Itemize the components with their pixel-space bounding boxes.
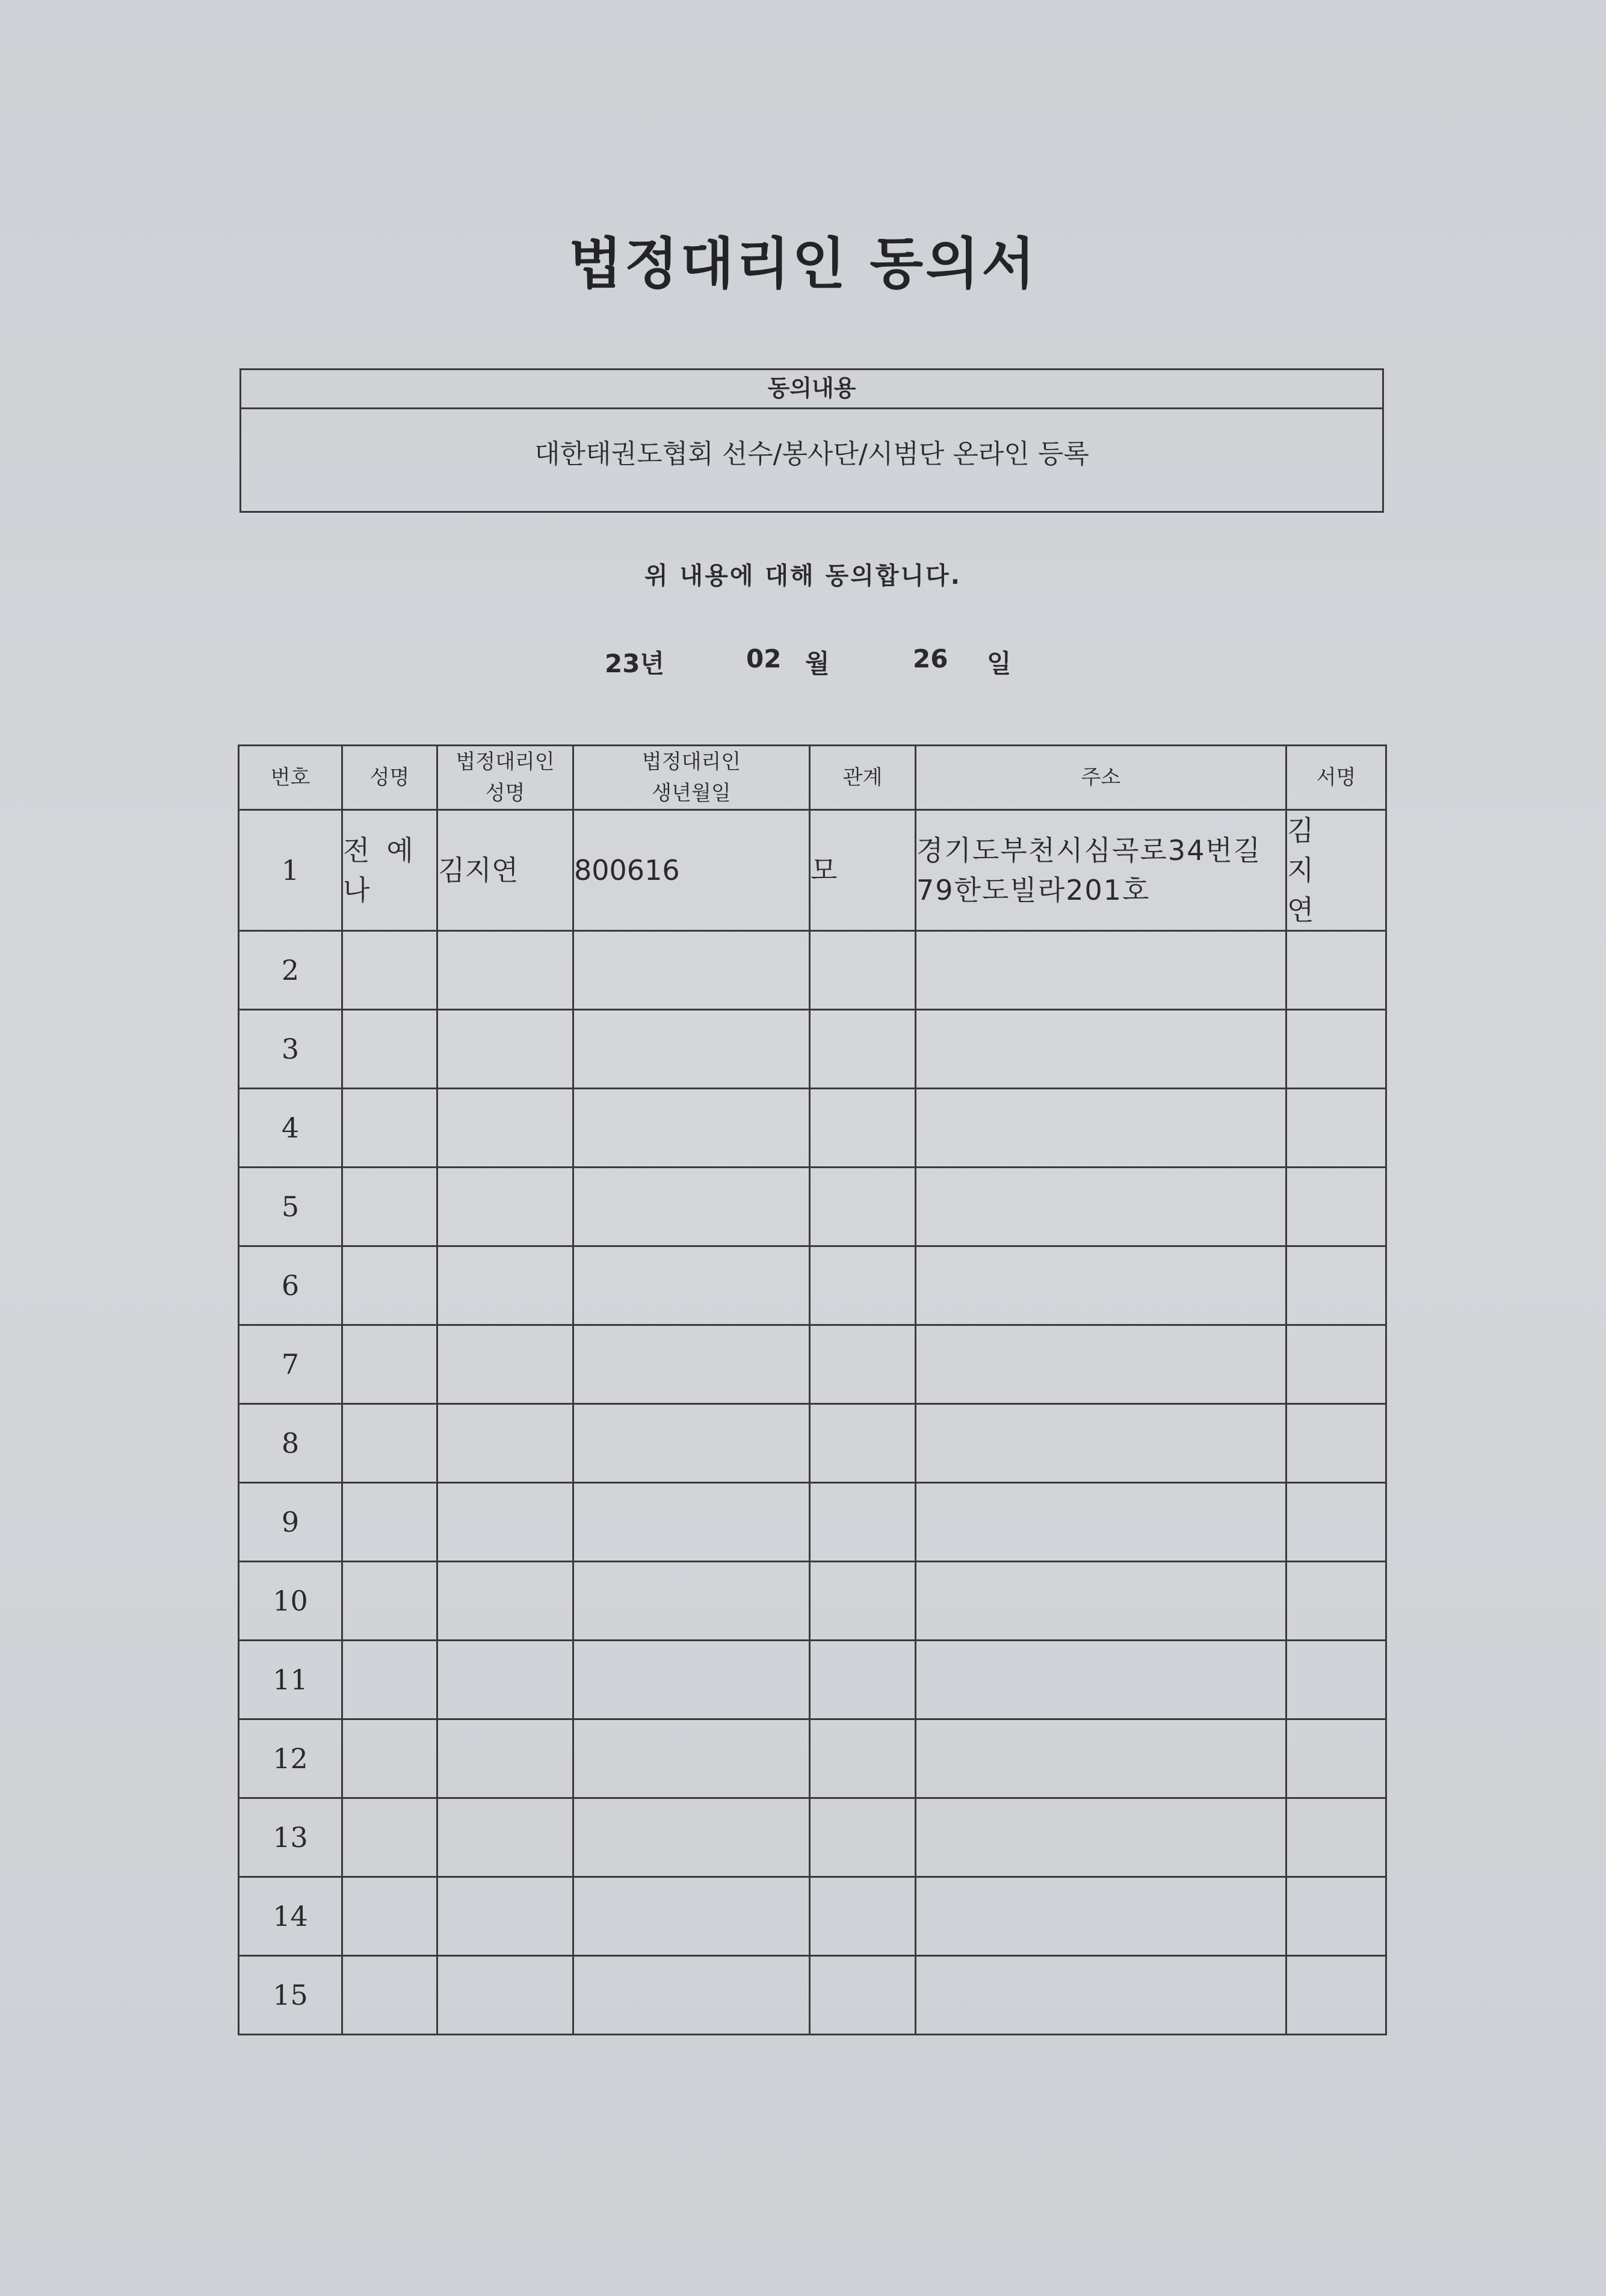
row-address — [916, 1089, 1286, 1168]
table-row — [239, 1877, 1386, 1956]
date-day: 26 — [913, 644, 948, 673]
row-name — [342, 1641, 437, 1719]
header-name: 성명 — [342, 746, 437, 810]
row-guardian-dob — [573, 1168, 810, 1246]
row-relation — [810, 1956, 916, 2035]
row-address — [916, 1719, 1286, 1798]
row-guardian-dob — [573, 1089, 810, 1168]
row-address — [916, 1483, 1286, 1562]
row-address — [916, 1956, 1286, 2035]
row-number: 4 — [239, 1089, 342, 1168]
row-signature — [1286, 1010, 1386, 1089]
row-signature — [1286, 1168, 1386, 1246]
table-row — [239, 931, 1386, 1010]
row-address — [916, 1168, 1286, 1246]
row-guardian-name — [437, 1956, 573, 2035]
row-number: 13 — [239, 1798, 342, 1877]
row-number: 15 — [239, 1956, 342, 2035]
row-signature — [1286, 1877, 1386, 1956]
row-relation: 모 — [810, 810, 916, 931]
row-guardian-dob — [573, 1877, 810, 1956]
row-number: 10 — [239, 1562, 342, 1641]
row-guardian-name — [437, 1877, 573, 1956]
header-guardian-dob-line2: 생년월일 — [652, 781, 731, 805]
row-relation — [810, 1562, 916, 1641]
row-relation — [810, 1246, 916, 1325]
row-name — [342, 1719, 437, 1798]
row-name — [342, 1956, 437, 2035]
row-guardian-dob — [573, 1325, 810, 1404]
row-guardian-name — [437, 1246, 573, 1325]
row-relation — [810, 931, 916, 1010]
row-name — [342, 1089, 437, 1168]
row-guardian-dob — [573, 1641, 810, 1719]
row-relation — [810, 1641, 916, 1719]
row-guardian-dob — [573, 1483, 810, 1562]
row-relation — [810, 1798, 916, 1877]
row-guardian-dob — [573, 1404, 810, 1483]
date-year: 23년 — [605, 649, 665, 678]
table-row — [239, 1325, 1386, 1404]
row-address — [916, 1562, 1286, 1641]
row-guardian-name — [437, 1483, 573, 1562]
table-row — [239, 1641, 1386, 1719]
header-guardian-name-line1: 법정대리인 — [456, 750, 555, 774]
row-name — [342, 931, 437, 1010]
row-guardian-name — [437, 1641, 573, 1719]
row-signature — [1286, 1325, 1386, 1404]
row-address: 경기도부천시심곡로34번길79한도빌라201호 — [916, 810, 1286, 931]
row-signature — [1286, 1246, 1386, 1325]
date-day-label: 일 — [987, 649, 1011, 678]
row-signature: 김지연 — [1286, 810, 1386, 931]
row-guardian-name — [437, 1798, 573, 1877]
row-name — [342, 1562, 437, 1641]
row-name — [342, 1168, 437, 1246]
date-month: 02 — [746, 644, 782, 673]
row-guardian-dob: 800616 — [573, 810, 810, 931]
table-row — [239, 1168, 1386, 1246]
consent-box-content: 대한태권도협회 선수/봉사단/시범단 온라인 등록 — [534, 439, 1089, 469]
table-row — [239, 1719, 1386, 1798]
row-name — [342, 1404, 437, 1483]
row-guardian-name — [437, 1325, 573, 1404]
row-relation — [810, 1483, 916, 1562]
row-relation — [810, 1404, 916, 1483]
agreement-statement: 위 내용에 대해 동의합니다. — [644, 562, 962, 590]
row-name — [342, 1798, 437, 1877]
row-relation — [810, 1877, 916, 1956]
row-relation — [810, 1719, 916, 1798]
header-guardian-name-line2: 성명 — [485, 781, 525, 805]
row-signature — [1286, 1483, 1386, 1562]
row-number: 5 — [239, 1168, 342, 1246]
row-guardian-dob — [573, 1246, 810, 1325]
row-guardian-name — [437, 1010, 573, 1089]
row-guardian-name — [437, 1404, 573, 1483]
row-signature — [1286, 1719, 1386, 1798]
row-guardian-name — [437, 1089, 573, 1168]
row-relation — [810, 1168, 916, 1246]
row-signature — [1286, 1956, 1386, 2035]
header-signature: 서명 — [1286, 746, 1386, 810]
row-name — [342, 1246, 437, 1325]
table-header-row — [239, 746, 1386, 810]
consent-box-header: 동의내용 — [241, 370, 1382, 409]
header-guardian-name — [437, 746, 573, 810]
row-guardian-dob — [573, 1562, 810, 1641]
row-name — [342, 1877, 437, 1956]
row-address — [916, 1877, 1286, 1956]
document-title: 법정대리인 동의서 — [568, 232, 1037, 296]
row-guardian-dob — [573, 1956, 810, 2035]
row-guardian-dob — [573, 1798, 810, 1877]
row-number: 14 — [239, 1877, 342, 1956]
row-guardian-name — [437, 1719, 573, 1798]
row-signature — [1286, 931, 1386, 1010]
row-address — [916, 1641, 1286, 1719]
row-number: 11 — [239, 1641, 342, 1719]
row-number: 6 — [239, 1246, 342, 1325]
row-relation — [810, 1089, 916, 1168]
row-signature — [1286, 1089, 1386, 1168]
row-number: 12 — [239, 1719, 342, 1798]
header-guardian-dob-line1: 법정대리인 — [641, 750, 741, 774]
row-address — [916, 931, 1286, 1010]
table-row — [239, 1798, 1386, 1877]
row-number: 3 — [239, 1010, 342, 1089]
row-guardian-name — [437, 931, 573, 1010]
table-row — [239, 1404, 1386, 1483]
row-signature — [1286, 1798, 1386, 1877]
row-guardian-dob — [573, 1719, 810, 1798]
row-address — [916, 1798, 1286, 1877]
row-signature — [1286, 1404, 1386, 1483]
row-guardian-name — [437, 1562, 573, 1641]
row-signature — [1286, 1641, 1386, 1719]
table-row — [239, 1562, 1386, 1641]
row-address — [916, 1246, 1286, 1325]
table-row — [239, 1956, 1386, 2035]
row-number: 2 — [239, 931, 342, 1010]
row-number: 8 — [239, 1404, 342, 1483]
header-relation: 관계 — [810, 746, 916, 810]
row-guardian-dob — [573, 931, 810, 1010]
row-name: 전예나 — [342, 810, 437, 931]
row-number: 7 — [239, 1325, 342, 1404]
header-guardian-dob — [573, 746, 810, 810]
row-guardian-name: 김지연 — [437, 810, 573, 931]
row-name — [342, 1483, 437, 1562]
row-number: 1 — [239, 810, 342, 931]
guardian-registration-table — [238, 744, 1387, 2035]
table-row — [239, 1010, 1386, 1089]
header-number: 번호 — [239, 746, 342, 810]
row-signature — [1286, 1562, 1386, 1641]
consent-box — [239, 368, 1384, 513]
table-row — [239, 1246, 1386, 1325]
table-row — [239, 1089, 1386, 1168]
row-number: 9 — [239, 1483, 342, 1562]
table-row — [239, 1483, 1386, 1562]
row-name — [342, 1010, 437, 1089]
row-guardian-dob — [573, 1010, 810, 1089]
row-address — [916, 1010, 1286, 1089]
row-relation — [810, 1010, 916, 1089]
header-address: 주소 — [916, 746, 1286, 810]
date-month-label: 월 — [805, 649, 830, 678]
row-name — [342, 1325, 437, 1404]
row-address — [916, 1404, 1286, 1483]
table-row — [239, 810, 1386, 931]
row-guardian-name — [437, 1168, 573, 1246]
row-relation — [810, 1325, 916, 1404]
row-address — [916, 1325, 1286, 1404]
